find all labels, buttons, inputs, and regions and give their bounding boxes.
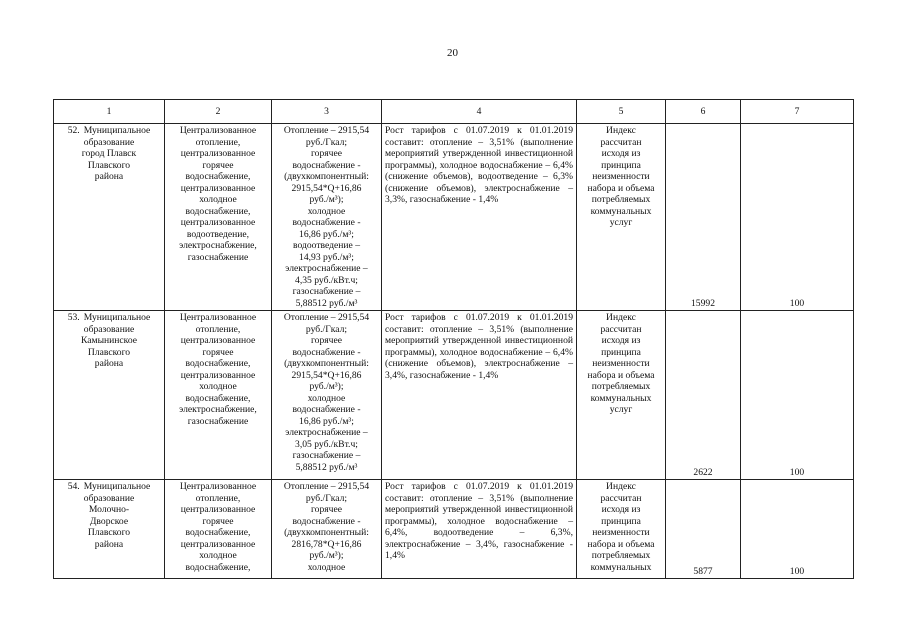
share-cell: 100 [741,311,854,480]
rates-cell: Отопление – 2915,54 руб./Гкал; горячее водоснабжение - (двухкомпонентный: 2915,54*Q+16,86 руб./м³); холодное водоснабжение - 16,86 руб./м³; водоотведение – 14,93 руб./м³; электроснабжение – 4,35 руб./кВт.ч; газоснабжение – 5,88512 руб./м³ [272,124,382,311]
population-cell: 2622 [666,311,741,480]
municipality-name: Муниципальное образование Молочно- Дворское Плавского района [83,481,151,550]
col-header-7: 7 [741,100,854,124]
population-cell: 15992 [666,124,741,311]
row-number: 52. [67,125,80,136]
col-header-5: 5 [577,100,666,124]
municipality-cell [54,480,165,579]
growth-cell: Рост тарифов с 01.07.2019 к 01.01.2019 составит: отопление – 3,51% (выполнение мероприятий утвержденной инвестиционной программы), холодное водоснабжение – 6,4% (снижение объемов), электроснабжение – 3,4%, газоснабжение - 1,4% [382,311,577,480]
col-header-6: 6 [666,100,741,124]
index-cell: Индекс рассчитан исходя из принципа неизменности набора и объема потребляемых коммунальных [577,480,666,579]
share-cell: 100 [741,480,854,579]
col-header-1: 1 [54,100,165,124]
table-row [54,480,854,579]
row-number: 54. [67,481,80,492]
share-cell: 100 [741,124,854,311]
col-header-2: 2 [165,100,272,124]
growth-cell: Рост тарифов с 01.07.2019 к 01.01.2019 составит: отопление – 3,51% (выполнение мероприятий утвержденной инвестиционной программы), холодное водоснабжение – 6,4% (снижение объемов), водоотведение – 6,3% (снижение объемов), электроснабжение – 3,3%, газоснабжение - 1,4% [382,124,577,311]
index-cell: Индекс рассчитан исходя из принципа неизменности набора и объема потребляемых коммунальных услуг [577,124,666,311]
growth-cell: Рост тарифов с 01.07.2019 к 01.01.2019 составит: отопление – 3,51% (выполнение мероприятий утвержденной инвестиционной программы), холодное водоснабжение – 6,4%, водоотведение – 6,3%, электроснабжение – 3,4%, газоснабжение - 1,4% [382,480,577,579]
municipality-cell [54,311,165,480]
municipality-name: Муниципальное образование Камынинское Плавского района [80,312,151,369]
table-row [54,311,854,480]
services-cell: Централизованное отопление, централизованное горячее водоснабжение, централизованное холодное водоснабжение, централизованное водоотведение, электроснабжение, газоснабжение [165,124,272,311]
services-cell: Централизованное отопление, централизованное горячее водоснабжение, централизованное холодное водоснабжение, электроснабжение, газоснабжение [165,311,272,480]
table-row [54,124,854,311]
rates-cell: Отопление – 2915,54 руб./Гкал; горячее водоснабжение - (двухкомпонентный: 2816,78*Q+16,86 руб./м³); холодное [272,480,382,579]
tariff-table [53,99,854,579]
header-row [54,100,854,124]
municipality-cell [54,124,165,311]
col-header-4: 4 [382,100,577,124]
row-number: 53. [67,312,80,323]
rates-cell: Отопление – 2915,54 руб./Гкал; горячее водоснабжение - (двухкомпонентный: 2915,54*Q+16,86 руб./м³); холодное водоснабжение - 16,86 руб./м³; электроснабжение – 3,05 руб./кВт.ч; газоснабжение – 5,88512 руб./м³ [272,311,382,480]
col-header-3: 3 [272,100,382,124]
population-cell: 5877 [666,480,741,579]
page-number: 20 [447,47,458,59]
municipality-name: Муниципальное образование город Плавск Плавского района [81,125,151,182]
index-cell: Индекс рассчитан исходя из принципа неизменности набора и объема потребляемых коммунальных услуг [577,311,666,480]
services-cell: Централизованное отопление, централизованное горячее водоснабжение, централизованное холодное водоснабжение, [165,480,272,579]
